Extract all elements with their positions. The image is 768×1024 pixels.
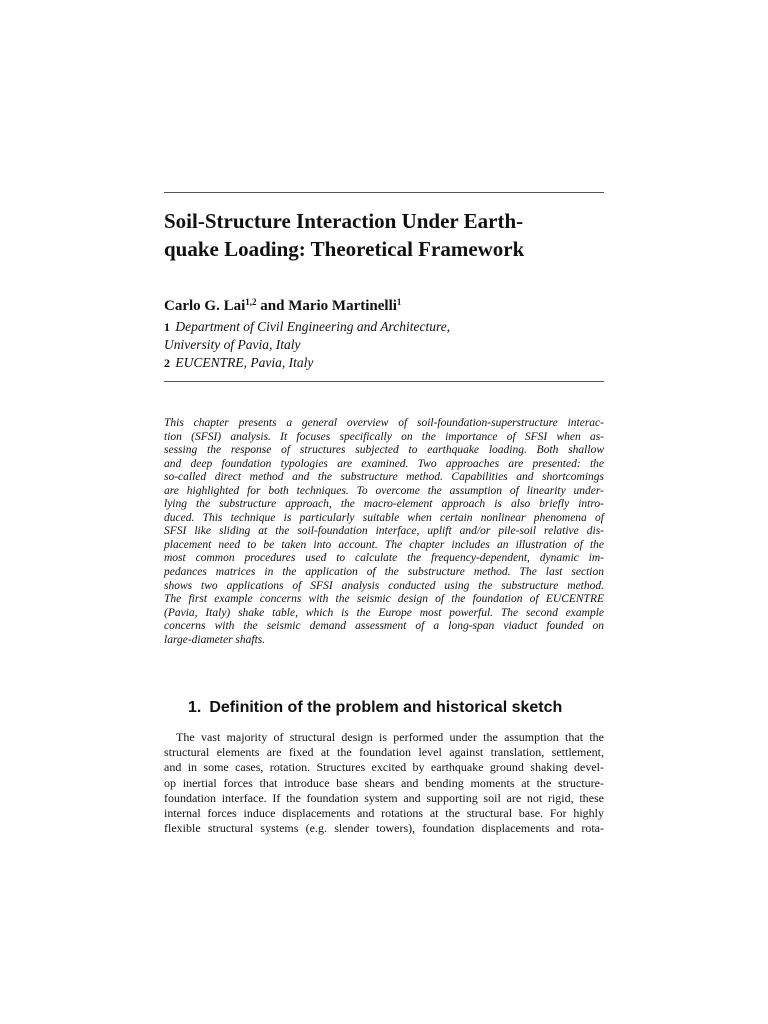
section-title: Definition of the problem and historical sketch: [209, 699, 563, 717]
affiliation-number: 1: [164, 320, 170, 334]
bottom-rule: [164, 381, 604, 382]
paper-title: [164, 207, 604, 263]
abstract-line: concerns with the seismic demand assessment of a long-span viaduct founded on: [164, 620, 604, 633]
body-line: structural elements are fixed at the foundation level against translation, settlement,: [164, 745, 604, 760]
affiliation-number: 2: [164, 356, 170, 370]
abstract-line: and deep foundation typologies are examined. Two approaches are presented: the: [164, 457, 604, 470]
abstract-line: SFSI like sliding at the soil-foundation interface, uplift and/or pile-soil relative dis-: [164, 525, 604, 538]
title-line: quake Loading: Theoretical Framework: [164, 237, 525, 261]
body-line: op inertial forces that introduce base shears and bending moments at the structure-: [164, 775, 604, 790]
author-name: Carlo G. Lai: [164, 298, 246, 314]
abstract-line: most common procedures used to calculate the frequency-dependent, dynamic im-: [164, 552, 604, 565]
abstract-line: This chapter presents a general overview of soil-foundation-superstructure interac-: [164, 417, 604, 429]
paper-page: [164, 0, 604, 1024]
top-rule: [164, 192, 604, 193]
abstract-line: tion (SFSI) analysis. It focuses specifically on the importance of SFSI when as-: [164, 430, 604, 443]
abstract-line: lying the substructure approach, the macro-element approach is also briefly intro-: [164, 498, 604, 511]
abstract-line: are highlighted for both techniques. To overcome the assumption of linearity under-: [164, 484, 604, 497]
body-line: and in some cases, rotation. Structures excited by earthquake ground shaking devel-: [164, 760, 604, 775]
abstract-line: (Pavia, Italy) shake table, which is the Europe most powerful. The second example: [164, 606, 604, 619]
author-list: [164, 296, 604, 316]
body-line: flexible structural systems (e.g. slender towers), foundation displacements and rota-: [164, 821, 604, 836]
affiliation-line: [164, 318, 604, 336]
abstract-line: so-called direct method and the substructure method. Capabilities and shortcomings: [164, 471, 604, 484]
body-line: foundation interface. If the foundation system and supporting soil are not rigid, these: [164, 790, 604, 805]
title-line: Soil-Structure Interaction Under Earth-: [164, 209, 524, 233]
abstract-line: sessing the response of structures subjected to earthquake loading. Both shallow: [164, 444, 604, 457]
body-line: internal forces induce displacements and rotations at the structural base. For highly: [164, 806, 604, 821]
affiliations: [164, 318, 604, 372]
body-line: The vast majority of structural design is performed under the assumption that the: [176, 730, 604, 744]
affiliation-text: EUCENTRE, Pavia, Italy: [175, 355, 314, 370]
affiliation-line: University of Pavia, Italy: [164, 337, 301, 352]
author-name: Mario Martinelli: [288, 298, 397, 314]
section-number: 1.: [188, 699, 202, 717]
abstract-line: shows two applications of SFSI analysis conducted using the substructure method.: [164, 579, 604, 592]
author-affiliation-mark: 1,2: [245, 297, 257, 307]
abstract-line: placement need to be taken into account. The chapter includes an illustration of the: [164, 538, 604, 551]
abstract: [164, 417, 604, 647]
affiliation-text: Department of Civil Engineering and Architecture,: [175, 319, 451, 334]
abstract-line: pedances matrices in the application of the substructure method. The last section: [164, 566, 604, 579]
body-text: [164, 730, 604, 836]
author-connector: and: [256, 298, 289, 314]
author-affiliation-mark: 1: [396, 297, 402, 307]
section-heading: [188, 698, 604, 718]
abstract-line: large-diameter shafts.: [164, 633, 266, 646]
affiliation-line: [164, 354, 604, 372]
abstract-line: duced. This technique is particularly suitable when certain nonlinear phenomena of: [164, 511, 604, 524]
abstract-line: The first example concerns with the seismic design of the foundation of EUCENTRE: [164, 593, 604, 606]
